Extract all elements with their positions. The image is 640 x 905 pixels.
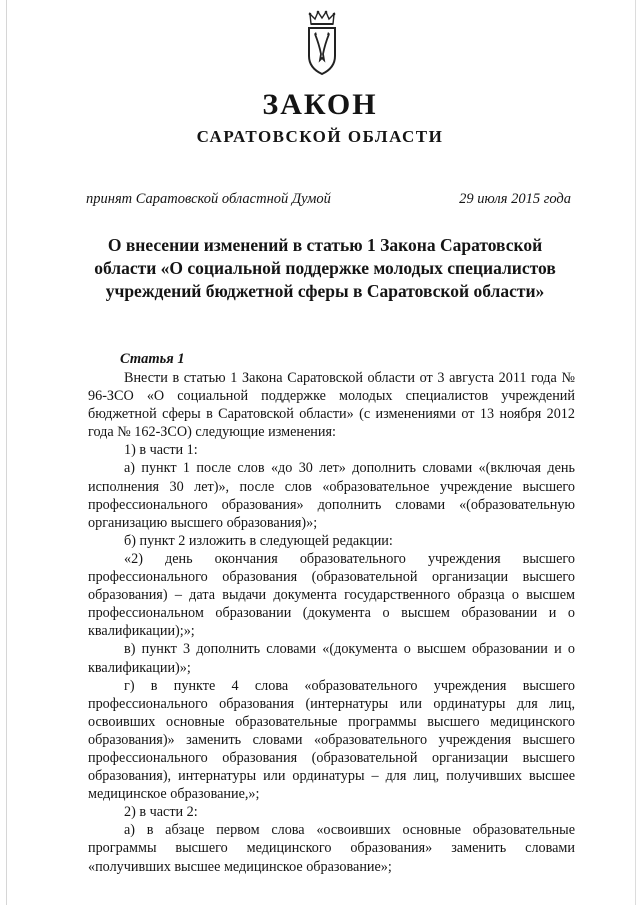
- paragraph: 1) в части 1:: [124, 442, 198, 459]
- region-title: САРАТОВСКОЙ ОБЛАСТИ: [196, 127, 444, 146]
- law-heading: О внесении изменений в статью 1 Закона Саратовской области «О социальной поддержке молодых специалистов учреждений бюджетной сферы в Саратовской области»: [94, 235, 556, 301]
- paragraph: а) в абзаце первом слова «освоивших основные образовательные программы высшего медицинского образования» заменить словами «получивших высшее медицинское образование»;: [88, 822, 575, 875]
- paragraph: в) пункт 3 дополнить словами «(документа о высшем образовании и о квалификации)»;: [88, 641, 575, 676]
- paragraph: «2) день окончания образовательного учреждения высшего профессионального образования (образовательной организации высшего образования) – дата выдачи документа государственного образца о высшем профессиональном образовании (документа о высшем образовании и о квалификации);»;: [88, 550, 575, 640]
- paragraph: а) пункт 1 после слов «до 30 лет» дополнить словами «(включая день исполнения 30 лет)», после слов «образовательное учреждение высшего профессионального образования» дополнить словами «(образовательную организацию высшего образования)»;: [88, 460, 575, 531]
- law-title: ЗАКОН: [262, 88, 378, 121]
- paragraph: Внести в статью 1 Закона Саратовской области от 3 августа 2011 года № 96-ЗСО «О социальной поддержке молодых специалистов учреждений бюджетной сферы в Саратовской области» (с изменениями от 13 ноября 2012 года № 162-ЗСО) следующие изменения:: [88, 370, 575, 441]
- adoption-date: 29 июля 2015 года: [459, 191, 571, 207]
- coat-of-arms-icon: [305, 10, 339, 76]
- paragraph: б) пункт 2 изложить в следующей редакции:: [124, 532, 393, 549]
- paragraph: 2) в части 2:: [124, 804, 198, 821]
- adopted-by-line: принят Саратовской областной Думой: [86, 191, 331, 207]
- paragraph: г) в пункте 4 слова «образовательного учреждения высшего профессионального образования (интернатуры или ординатуры для лиц, освоивших основные образовательные программы высшего медицинского образования)» заменить словами «образовательного учреждения высшего профессионального образования (образовательной организации высшего образования), интернатуры или ординатуры – для лиц, получивших высшее медицинское образование,»;: [88, 677, 575, 803]
- article-body: [88, 369, 575, 876]
- article-label: Статья 1: [120, 351, 185, 367]
